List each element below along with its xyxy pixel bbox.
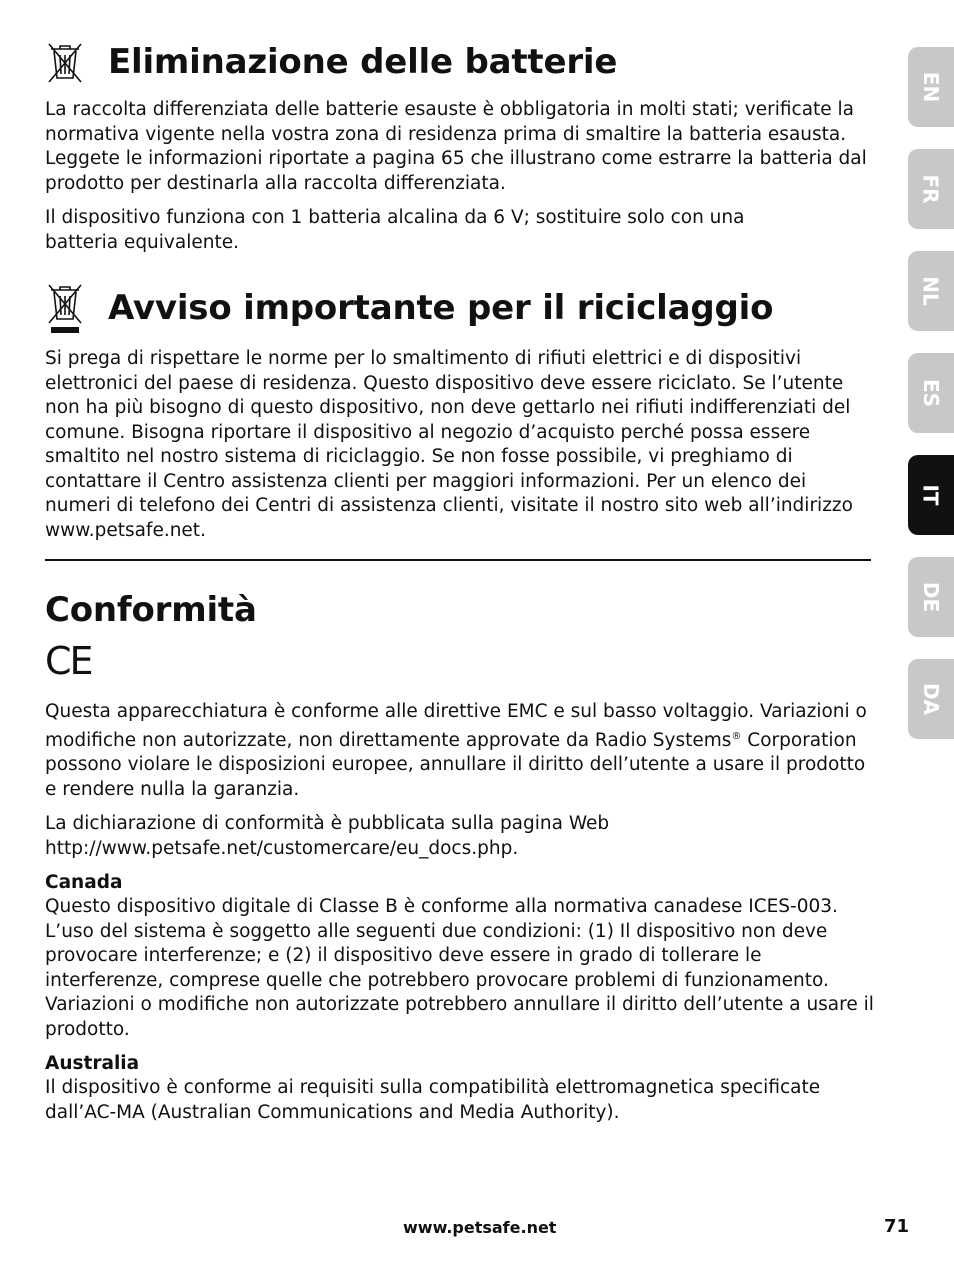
tab-es[interactable] <box>908 353 954 433</box>
registered-mark: ® <box>731 730 742 742</box>
footer-url: www.petsafe.net <box>403 1218 557 1237</box>
conformity-p1-part-a: Questa apparecchiatura è conforme alle direttive EMC e sul basso voltaggio. Variazioni o modifiche non autorizzate, non direttamente approvate da Radio Systems <box>45 701 867 751</box>
tab-it-label: IT <box>919 484 943 506</box>
canada-heading: Canada <box>45 872 123 894</box>
main-content <box>45 40 875 543</box>
conformity-section <box>45 590 875 1125</box>
tab-fr[interactable] <box>908 149 954 229</box>
battery-paragraph-2: Il dispositivo funziona con 1 batteria alcalina da 6 V; sostituire solo con una batteria equivalente. <box>45 207 745 253</box>
battery-heading-row <box>45 40 875 84</box>
crossed-bin-recycling-icon <box>47 281 83 335</box>
crossed-bin-icon <box>47 40 83 84</box>
page-number: 71 <box>884 1216 910 1237</box>
ce-mark-icon: CE <box>45 639 92 683</box>
tab-de-label: DE <box>918 581 943 613</box>
australia-heading: Australia <box>45 1053 140 1075</box>
battery-paragraph-1: La raccolta differenziata delle batterie esauste è obbligatoria in molti stati; verificate la normativa vigente nella vostra zona di residenza prima di smaltire la batteria esausta. Leggete le informazioni riportate a pagina 65 che illustrano come estrarre la batteria dal prodotto per destinarla alla raccolta differenziata. <box>45 99 867 194</box>
recycling-paragraph: Si prega di rispettare le norme per lo smaltimento di rifiuti elettrici e di dispositivi elettronici del paese di residenza. Questo dispositivo deve essere riciclato. Se l’utente non ha più bisogno di questo dispositivo, non deve gettarlo nei rifiuti indifferenziati del comune. Bisogna riportare il dispositivo al negozio d’acquisto perché possa essere smaltito nel nostro sistema di riciclaggio. Se non fosse possibile, vi preghiamo di contattare il Centro assistenza clienti per maggiori informazioni. Per un elenco dei numeri di telefono dei Centri di assistenza clienti, visitate il nostro sito web all’indirizzo www.petsafe.net. <box>45 348 853 541</box>
conformity-title: Conformità <box>45 590 257 630</box>
tab-da-label: DA <box>919 682 943 716</box>
tab-fr-label: FR <box>919 174 943 204</box>
tab-nl-label: NL <box>918 276 943 306</box>
australia-paragraph: Il dispositivo è conforme ai requisiti sulla compatibilità elettromagnetica specificate dall’AC-MA (Australian Communications and Media Authority). <box>45 1077 821 1123</box>
conformity-paragraph-1 <box>45 700 875 802</box>
section-divider <box>45 559 871 561</box>
conformity-paragraph-2: La dichiarazione di conformità è pubblicata sulla pagina Web http://www.petsafe.net/customercare/eu_docs.php. <box>45 813 610 859</box>
tab-en[interactable] <box>908 47 954 127</box>
tab-es-label: ES <box>918 378 943 408</box>
conformity-p1-part-b: Corporation possono violare le disposizioni europee, annullare il diritto dell’utente a usare il prodotto e rendere nulla la garanzia. <box>45 729 866 800</box>
language-tabs <box>908 0 954 1272</box>
tab-de[interactable] <box>908 557 954 637</box>
tab-da[interactable] <box>908 659 954 739</box>
recycling-notice-title: Avviso importante per il riciclaggio <box>108 288 774 328</box>
recycling-heading-row <box>45 281 875 335</box>
tab-nl[interactable] <box>908 251 954 331</box>
canada-paragraph: Questo dispositivo digitale di Classe B è conforme alla normativa canadese ICES-003. L’uso del sistema è soggetto alle seguenti due condizioni: (1) Il dispositivo non deve provocare interferenze; e (2) il dispositivo deve essere in grado di tollerare le interferenze, comprese quelle che potrebbero provocare problemi di funzionamento. Variazioni o modifiche non autorizzate potrebbero annullare il diritto dell’utente a usare il prodotto. <box>45 896 874 1040</box>
tab-en-label: EN <box>919 71 943 103</box>
battery-disposal-title: Eliminazione delle batterie <box>108 42 618 82</box>
tab-it[interactable] <box>908 455 954 535</box>
